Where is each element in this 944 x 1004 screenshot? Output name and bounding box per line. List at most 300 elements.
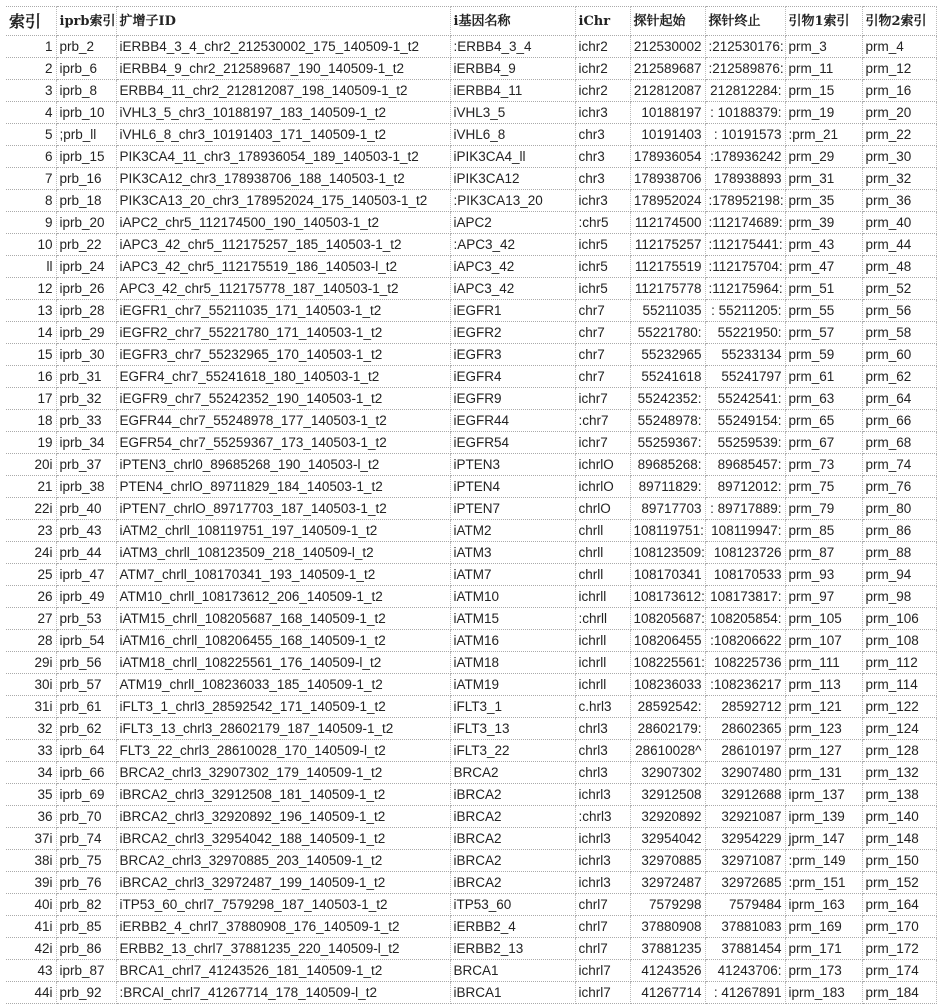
cell-amplicon-id: EGFR4_chr7_55241618_180_140503-1_t2 (116, 366, 450, 388)
cell-probe-end: :108206622 (705, 630, 785, 652)
cell-primer1: :prm_149 (785, 850, 862, 872)
cell-iprb: iprb_66 (56, 762, 116, 784)
cell-index: 36 (6, 806, 56, 828)
cell-probe-end: 7579484 (705, 894, 785, 916)
cell-probe-end: : 41267891 (705, 982, 785, 1004)
table-row (6, 102, 936, 124)
cell-probe-start: 212812087 (630, 80, 705, 102)
cell-probe-start: 212530002 (630, 36, 705, 58)
cell-probe-start: 10191403 (630, 124, 705, 146)
cell-amplicon-id: iATM18_chrll_108225561_176_140509-l_t2 (116, 652, 450, 674)
cell-probe-end: 55242541: (705, 388, 785, 410)
table-row (6, 212, 936, 234)
cell-amplicon-id: PIK3CA4_11_chr3_178936054_189_140503-1_t2 (116, 146, 450, 168)
table-row (6, 564, 936, 586)
cell-primer2: prm_68 (862, 432, 936, 454)
cell-primer1: prm_171 (785, 938, 862, 960)
cell-gene-name: iEGFR54 (450, 432, 575, 454)
cell-gene-name: iATM19 (450, 674, 575, 696)
cell-primer2: prm_132 (862, 762, 936, 784)
cell-probe-start: 89711829: (630, 476, 705, 498)
cell-amplicon-id: iEGFR3_chr7_55232965_170_140503-1_t2 (116, 344, 450, 366)
cell-index: 2 (6, 58, 56, 80)
cell-index: ll (6, 256, 56, 278)
cell-iprb: prb_57 (56, 674, 116, 696)
cell-primer2: prm_12 (862, 58, 936, 80)
table-row (6, 586, 936, 608)
cell-gene-name: iEGFR3 (450, 344, 575, 366)
cell-iprb: prb_85 (56, 916, 116, 938)
cell-amplicon-id: ATM10_chrll_108173612_206_140509-1_t2 (116, 586, 450, 608)
cell-chr: ichr3 (575, 190, 630, 212)
cell-amplicon-id: iEGFR1_chr7_55211035_171_140503-1_t2 (116, 300, 450, 322)
cell-chr: chr7 (575, 344, 630, 366)
table-row (6, 894, 936, 916)
cell-primer2: prm_94 (862, 564, 936, 586)
cell-primer1: prm_105 (785, 608, 862, 630)
cell-index: 9 (6, 212, 56, 234)
cell-probe-start: 32972487 (630, 872, 705, 894)
cell-amplicon-id: iFLT3_1_chrl3_28592542_171_140509-1_t2 (116, 696, 450, 718)
cell-index: 42i (6, 938, 56, 960)
table-row (6, 322, 936, 344)
table-row (6, 718, 936, 740)
cell-probe-start: 108225561: (630, 652, 705, 674)
cell-chr: ichrl7 (575, 982, 630, 1004)
cell-primer2: prm_44 (862, 234, 936, 256)
cell-chr: chrll (575, 520, 630, 542)
cell-primer1: prm_121 (785, 696, 862, 718)
table-row (6, 608, 936, 630)
cell-probe-end: :112175964: (705, 278, 785, 300)
cell-iprb: iprb_87 (56, 960, 116, 982)
cell-probe-end: : 89717889: (705, 498, 785, 520)
cell-probe-start: 108236033 (630, 674, 705, 696)
table-row (6, 58, 936, 80)
cell-iprb: ;prb_ll (56, 124, 116, 146)
cell-probe-end: 32971087 (705, 850, 785, 872)
cell-probe-start: 108173612: (630, 586, 705, 608)
table-row (6, 828, 936, 850)
cell-probe-start: 41267714 (630, 982, 705, 1004)
cell-probe-start: 112175778 (630, 278, 705, 300)
cell-probe-end: 32907480 (705, 762, 785, 784)
cell-index: 21 (6, 476, 56, 498)
cell-gene-name: iATM10 (450, 586, 575, 608)
cell-primer1: prm_173 (785, 960, 862, 982)
table-row (6, 960, 936, 982)
cell-chr: ichr2 (575, 36, 630, 58)
cell-primer1: prm_111 (785, 652, 862, 674)
cell-probe-end: 37881083 (705, 916, 785, 938)
cell-amplicon-id: iTP53_60_chrl7_7579298_187_140503-1_t2 (116, 894, 450, 916)
cell-primer2: prm_60 (862, 344, 936, 366)
cell-primer2: prm_80 (862, 498, 936, 520)
cell-chr: chr7 (575, 366, 630, 388)
cell-primer2: prm_32 (862, 168, 936, 190)
cell-amplicon-id: iAPC3_42_chr5_112175257_185_140503-1_t2 (116, 234, 450, 256)
cell-amplicon-id: iVHL3_5_chr3_10188197_183_140509-1_t2 (116, 102, 450, 124)
cell-primer1: prm_55 (785, 300, 862, 322)
table-row (6, 652, 936, 674)
cell-iprb: iprb_8 (56, 80, 116, 102)
cell-primer1: jprm_147 (785, 828, 862, 850)
cell-probe-end: :112175704: (705, 256, 785, 278)
cell-primer2: prm_86 (862, 520, 936, 542)
cell-primer1: prm_127 (785, 740, 862, 762)
cell-primer1: prm_61 (785, 366, 862, 388)
cell-index: 30i (6, 674, 56, 696)
table-row (6, 696, 936, 718)
cell-gene-name: BRCA2 (450, 762, 575, 784)
cell-probe-end: :178936242 (705, 146, 785, 168)
table-row (6, 806, 936, 828)
cell-index: 40i (6, 894, 56, 916)
cell-index: 15 (6, 344, 56, 366)
cell-gene-name: iAPC2 (450, 212, 575, 234)
cell-primer2: prm_148 (862, 828, 936, 850)
cell-primer2: prm_128 (862, 740, 936, 762)
cell-gene-name: :PIK3CA13_20 (450, 190, 575, 212)
cell-probe-end: 108173817: (705, 586, 785, 608)
cell-primer1: prm_47 (785, 256, 862, 278)
col-chr: iChr (575, 7, 630, 36)
table-row (6, 982, 936, 1004)
cell-probe-start: 55248978: (630, 410, 705, 432)
cell-probe-end: 108123726 (705, 542, 785, 564)
col-primer1: 引物1索引 (785, 7, 862, 36)
cell-primer1: prm_51 (785, 278, 862, 300)
cell-chr: ichr3 (575, 102, 630, 124)
cell-probe-start: 112175519 (630, 256, 705, 278)
cell-chr: :chr7 (575, 410, 630, 432)
cell-primer1: prm_35 (785, 190, 862, 212)
cell-amplicon-id: FLT3_22_chrl3_28610028_170_140509-l_t2 (116, 740, 450, 762)
cell-gene-name: iBRCA2 (450, 850, 575, 872)
cell-amplicon-id: iAPC3_42_chr5_112175519_186_140503-l_t2 (116, 256, 450, 278)
cell-index: 16 (6, 366, 56, 388)
cell-amplicon-id: :BRCAl_chrl7_41267714_178_140509-l_t2 (116, 982, 450, 1004)
cell-amplicon-id: BRCA2_chrl3_32907302_179_140509-1_t2 (116, 762, 450, 784)
cell-primer2: prm_58 (862, 322, 936, 344)
cell-probe-end: :178952198: (705, 190, 785, 212)
cell-amplicon-id: iBRCA2_chrl3_32920892_196_140509-1_t2 (116, 806, 450, 828)
cell-gene-name: iATM18 (450, 652, 575, 674)
table-row (6, 190, 936, 212)
cell-gene-name: iATM3 (450, 542, 575, 564)
cell-gene-name: iATM2 (450, 520, 575, 542)
cell-primer1: prm_123 (785, 718, 862, 740)
cell-primer1: prm_65 (785, 410, 862, 432)
cell-probe-end: 55249154: (705, 410, 785, 432)
cell-chr: chrll (575, 564, 630, 586)
cell-amplicon-id: ATM19_chrll_108236033_185_140509-1_t2 (116, 674, 450, 696)
cell-amplicon-id: iPTEN7_chrlO_89717703_187_140503-1_t2 (116, 498, 450, 520)
cell-iprb: prb_33 (56, 410, 116, 432)
cell-primer1: prm_169 (785, 916, 862, 938)
cell-index: 28 (6, 630, 56, 652)
cell-iprb: iprb_24 (56, 256, 116, 278)
cell-primer1: prm_3 (785, 36, 862, 58)
cell-probe-start: 55242352: (630, 388, 705, 410)
cell-primer2: prm_150 (862, 850, 936, 872)
cell-primer1: prm_59 (785, 344, 862, 366)
cell-probe-end: 178938893 (705, 168, 785, 190)
cell-chr: ichrll (575, 652, 630, 674)
cell-probe-start: 28602179: (630, 718, 705, 740)
cell-iprb: iprb_10 (56, 102, 116, 124)
cell-iprb: prb_75 (56, 850, 116, 872)
cell-chr: chr3 (575, 168, 630, 190)
cell-index: 14 (6, 322, 56, 344)
cell-gene-name: iERBB2_13 (450, 938, 575, 960)
cell-gene-name: iEGFR9 (450, 388, 575, 410)
cell-probe-end: 28592712 (705, 696, 785, 718)
table-row (6, 410, 936, 432)
cell-amplicon-id: PTEN4_chrlO_89711829_184_140503-1_t2 (116, 476, 450, 498)
cell-chr: chrl3 (575, 740, 630, 762)
cell-index: 10 (6, 234, 56, 256)
cell-index: 18 (6, 410, 56, 432)
cell-probe-end: 32921087 (705, 806, 785, 828)
cell-primer2: prm_152 (862, 872, 936, 894)
cell-index: 44i (6, 982, 56, 1004)
cell-gene-name: iBRCA2 (450, 872, 575, 894)
cell-gene-name: iPTEN3 (450, 454, 575, 476)
cell-probe-start: 55211035 (630, 300, 705, 322)
cell-primer1: prm_43 (785, 234, 862, 256)
cell-probe-end: :212589876: (705, 58, 785, 80)
cell-iprb: prb_53 (56, 608, 116, 630)
cell-probe-end: :112174689: (705, 212, 785, 234)
cell-chr: chrl7 (575, 894, 630, 916)
cell-gene-name: iAPC3_42 (450, 256, 575, 278)
cell-probe-start: 112174500 (630, 212, 705, 234)
cell-probe-start: 32970885 (630, 850, 705, 872)
cell-probe-end: 89685457: (705, 454, 785, 476)
cell-iprb: prb_61 (56, 696, 116, 718)
cell-primer1: prm_75 (785, 476, 862, 498)
cell-iprb: iprb_29 (56, 322, 116, 344)
cell-primer1: iprm_163 (785, 894, 862, 916)
col-iprb: iprb索引 (56, 7, 116, 36)
cell-primer2: prm_16 (862, 80, 936, 102)
table-row (6, 784, 936, 806)
probe-table (6, 6, 937, 1004)
cell-gene-name: :ERBB4_3_4 (450, 36, 575, 58)
cell-probe-start: 178936054 (630, 146, 705, 168)
cell-amplicon-id: EGFR54_chr7_55259367_173_140503-1_t2 (116, 432, 450, 454)
cell-index: 41i (6, 916, 56, 938)
cell-probe-end: 41243706: (705, 960, 785, 982)
cell-iprb: iprb_20 (56, 212, 116, 234)
cell-primer1: prm_67 (785, 432, 862, 454)
cell-chr: chr7 (575, 300, 630, 322)
cell-probe-start: 32912508 (630, 784, 705, 806)
cell-amplicon-id: iEGFR2_chr7_55221780_171_140503-1_t2 (116, 322, 450, 344)
cell-probe-start: 10188197 (630, 102, 705, 124)
cell-chr: c.hrl3 (575, 696, 630, 718)
cell-probe-start: 37881235 (630, 938, 705, 960)
cell-probe-end: 212812284: (705, 80, 785, 102)
cell-probe-end: 32954229 (705, 828, 785, 850)
cell-index: 24i (6, 542, 56, 564)
cell-gene-name: iFLT3_22 (450, 740, 575, 762)
cell-primer1: prm_73 (785, 454, 862, 476)
cell-iprb: prb_18 (56, 190, 116, 212)
cell-chr: chr7 (575, 322, 630, 344)
cell-amplicon-id: iBRCA2_chrl3_32972487_199_140509-1_t2 (116, 872, 450, 894)
cell-primer2: prm_52 (862, 278, 936, 300)
cell-probe-end: :212530176: (705, 36, 785, 58)
table-row (6, 124, 936, 146)
cell-chr: ichrl7 (575, 960, 630, 982)
cell-index: 1 (6, 36, 56, 58)
cell-probe-end: 55259539: (705, 432, 785, 454)
cell-iprb: iprb_69 (56, 784, 116, 806)
cell-gene-name: iFLT3_13 (450, 718, 575, 740)
cell-chr: ichrl3 (575, 828, 630, 850)
cell-amplicon-id: iPTEN3_chrl0_89685268_190_140503-l_t2 (116, 454, 450, 476)
cell-amplicon-id: PIK3CA12_chr3_178938706_188_140503-1_t2 (116, 168, 450, 190)
cell-chr: :chr5 (575, 212, 630, 234)
cell-iprb: iprb_47 (56, 564, 116, 586)
cell-index: 7 (6, 168, 56, 190)
cell-gene-name: iVHL3_5 (450, 102, 575, 124)
cell-primer1: prm_131 (785, 762, 862, 784)
cell-chr: ichrl3 (575, 872, 630, 894)
table-row (6, 168, 936, 190)
cell-probe-start: 32907302 (630, 762, 705, 784)
cell-gene-name: iPTEN7 (450, 498, 575, 520)
cell-gene-name: iEGFR2 (450, 322, 575, 344)
cell-probe-end: 28610197 (705, 740, 785, 762)
cell-gene-name: iAPC3_42 (450, 278, 575, 300)
cell-probe-start: 37880908 (630, 916, 705, 938)
table-row (6, 36, 936, 58)
cell-gene-name: iERBB2_4 (450, 916, 575, 938)
cell-primer2: prm_172 (862, 938, 936, 960)
cell-index: 38i (6, 850, 56, 872)
cell-probe-start: 178952024 (630, 190, 705, 212)
cell-chr: ichrl3 (575, 850, 630, 872)
cell-probe-start: 55259367: (630, 432, 705, 454)
cell-amplicon-id: iFLT3_13_chrl3_28602179_187_140509-1_t2 (116, 718, 450, 740)
cell-iprb: prb_92 (56, 982, 116, 1004)
cell-amplicon-id: iERBB2_4_chrl7_37880908_176_140509-1_t2 (116, 916, 450, 938)
cell-probe-start: 32920892 (630, 806, 705, 828)
table-row (6, 916, 936, 938)
cell-index: 23 (6, 520, 56, 542)
table-row (6, 278, 936, 300)
cell-probe-end: 32972685 (705, 872, 785, 894)
cell-gene-name: iATM7 (450, 564, 575, 586)
cell-primer2: prm_124 (862, 718, 936, 740)
cell-primer1: iprm_183 (785, 982, 862, 1004)
cell-probe-start: 178938706 (630, 168, 705, 190)
cell-index: 43 (6, 960, 56, 982)
cell-primer2: prm_112 (862, 652, 936, 674)
cell-primer2: prm_36 (862, 190, 936, 212)
cell-chr: chrl3 (575, 762, 630, 784)
col-primer2: 引物2索引 (862, 7, 936, 36)
cell-iprb: iprb_28 (56, 300, 116, 322)
cell-chr: ichr2 (575, 80, 630, 102)
table-row (6, 938, 936, 960)
cell-gene-name: iBRCA2 (450, 784, 575, 806)
cell-probe-end: : 10191573 (705, 124, 785, 146)
cell-primer2: prm_140 (862, 806, 936, 828)
cell-index: 22i (6, 498, 56, 520)
cell-primer2: prm_40 (862, 212, 936, 234)
cell-amplicon-id: ATM7_chrll_108170341_193_140509-1_t2 (116, 564, 450, 586)
cell-gene-name: iVHL6_8 (450, 124, 575, 146)
cell-iprb: prb_2 (56, 36, 116, 58)
cell-primer1: prm_93 (785, 564, 862, 586)
cell-amplicon-id: BRCA1_chrl7_41243526_181_140509-1_t2 (116, 960, 450, 982)
cell-chr: ichr2 (575, 58, 630, 80)
cell-chr: ichrll (575, 630, 630, 652)
cell-iprb: iprb_34 (56, 432, 116, 454)
cell-gene-name: iATM15 (450, 608, 575, 630)
cell-chr: chrl7 (575, 916, 630, 938)
cell-index: 37i (6, 828, 56, 850)
cell-probe-start: 55232965 (630, 344, 705, 366)
cell-gene-name: iEGFR44 (450, 410, 575, 432)
cell-primer2: prm_22 (862, 124, 936, 146)
cell-amplicon-id: ERBB2_13_chrl7_37881235_220_140509-l_t2 (116, 938, 450, 960)
cell-amplicon-id: iEGFR9_chr7_55242352_190_140503-1_t2 (116, 388, 450, 410)
cell-primer2: prm_98 (862, 586, 936, 608)
cell-probe-end: :108236217 (705, 674, 785, 696)
cell-index: 19 (6, 432, 56, 454)
cell-amplicon-id: iATM15_chrll_108205687_168_140509-1_t2 (116, 608, 450, 630)
cell-probe-end: :112175441: (705, 234, 785, 256)
cell-probe-end: 55241797 (705, 366, 785, 388)
cell-gene-name: iPIK3CA12 (450, 168, 575, 190)
cell-iprb: prb_70 (56, 806, 116, 828)
cell-iprb: iprb_64 (56, 740, 116, 762)
cell-chr: chr3 (575, 124, 630, 146)
cell-primer2: prm_88 (862, 542, 936, 564)
cell-chr: chrll (575, 542, 630, 564)
cell-probe-start: 28610028^ (630, 740, 705, 762)
cell-gene-name: iBRCA2 (450, 806, 575, 828)
cell-probe-start: 108123509: (630, 542, 705, 564)
cell-primer1: prm_107 (785, 630, 862, 652)
cell-primer2: prm_20 (862, 102, 936, 124)
cell-iprb: iprb_26 (56, 278, 116, 300)
cell-probe-start: 32954042 (630, 828, 705, 850)
cell-iprb: prb_44 (56, 542, 116, 564)
cell-primer2: prm_74 (862, 454, 936, 476)
cell-iprb: iprb_30 (56, 344, 116, 366)
table-row (6, 256, 936, 278)
cell-probe-end: 89712012: (705, 476, 785, 498)
cell-index: 20i (6, 454, 56, 476)
cell-chr: ichrlO (575, 454, 630, 476)
cell-iprb: iprb_15 (56, 146, 116, 168)
cell-chr: chr3 (575, 146, 630, 168)
header-row (6, 7, 936, 36)
cell-probe-start: 7579298 (630, 894, 705, 916)
table-row (6, 520, 936, 542)
table-row (6, 366, 936, 388)
table-row (6, 80, 936, 102)
cell-chr: ichr5 (575, 278, 630, 300)
cell-primer1: prm_113 (785, 674, 862, 696)
cell-index: 39i (6, 872, 56, 894)
